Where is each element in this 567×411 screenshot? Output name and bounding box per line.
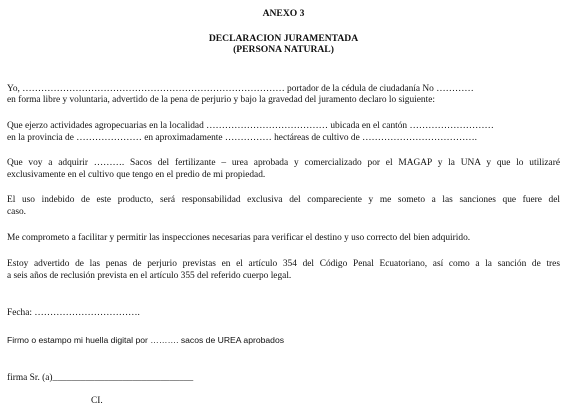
signature-line: firma Sr. (a)______________________________	[7, 373, 194, 383]
responsibility-line-end: caso.	[7, 207, 27, 217]
id-number-label: CI.	[91, 396, 103, 406]
date-field: Fecha: …………………………….	[7, 308, 140, 318]
perjury-warning-line-end: a seis años de reclusión prevista en el artículo 355 del referido cuerpo legal.	[7, 271, 292, 281]
declarant-identity-line: Yo, ………………………………………………………………………… portador de la cédula de ciudadanía No …………	[7, 84, 474, 94]
declaration-intro-line: en forma libre y voluntaria, advertido de la pena de perjurio y bajo la gravedad del juramento declaro lo siguiente:	[7, 95, 435, 105]
inspection-commitment-line: Me comprometo a facilitar y permitir las inspecciones necesarias para verificar el destino y uso correcto del bien adquirido.	[7, 233, 471, 243]
document-title: DECLARACION JURAMENTADA	[208, 33, 359, 44]
fingerprint-sacks-line: Firmo o estampo mi huella digital por ………. sacos de UREA aprobados	[7, 335, 285, 345]
locality-line: Que ejerzo actividades agropecuarias en la localidad ………………………………… ubicada en el cantón ………………………	[7, 121, 494, 131]
fertilizer-purchase-line: Que voy a adquirir ………. Sacos del fertilizante – urea aprobada y comercializado por el MAGAP y la UNA y que lo utilizaré	[7, 158, 560, 168]
perjury-warning-line: Estoy advertido de las penas de perjurio previstas en el artículo 354 del Código Penal Ecuatoriano, así como a la sanción de tres	[7, 259, 560, 269]
document-subtitle: (PERSONA NATURAL)	[233, 44, 334, 55]
fertilizer-use-line: exclusivamente en el cultivo que tengo en el predio de mi propiedad.	[7, 170, 266, 180]
annex-number: ANEXO 3	[262, 8, 305, 19]
province-line: en la provincia de ………………… en aproximadamente …………… hectáreas de cultivo de ……………………………….	[7, 133, 477, 143]
responsibility-line: El uso indebido de este producto, será responsabilidad exclusiva del compareciente y me someto a las sanciones que fuere del	[7, 195, 560, 205]
